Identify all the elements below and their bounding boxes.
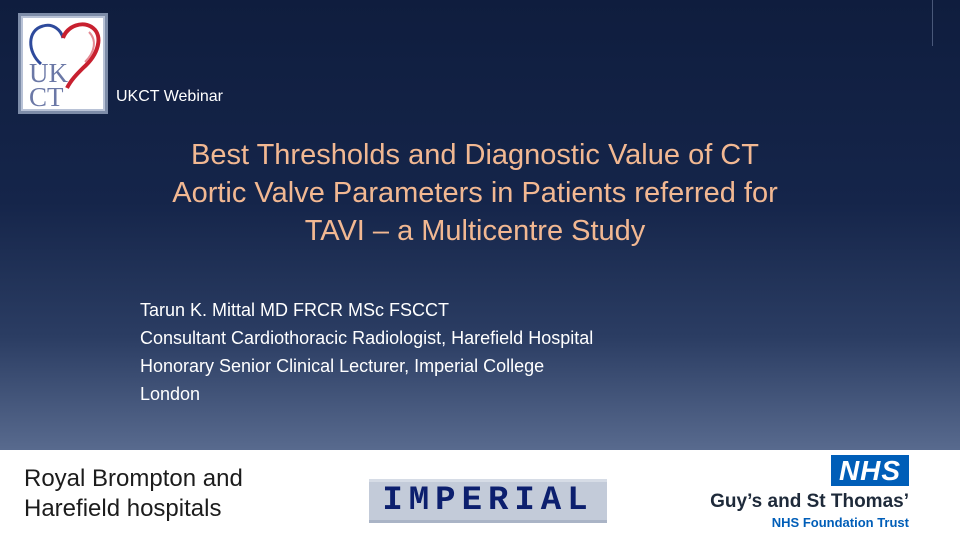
sponsor-footer [0,450,960,540]
slide-title [100,136,850,250]
ukct-logo [18,13,108,114]
author-affiliation: Honorary Senior Clinical Lecturer, Imperial College [140,356,545,376]
title-line: Best Thresholds and Diagnostic Value of CT [191,139,759,171]
logo-text-ct: CT [29,82,64,109]
corner-divider [932,0,933,46]
webinar-label: UKCT Webinar [116,88,223,105]
logo-text-uk: UK [29,58,68,88]
imperial-logo [369,479,607,523]
nhs-logo: NHS [831,455,909,486]
nhs-foundation-trust-label: NHS Foundation Trust [771,515,909,530]
author-location: London [140,384,201,404]
guys-st-thomas-name: Guy’s and St Thomas’ [710,491,909,512]
imperial-logo-text: IMPERIAL [382,482,594,520]
royal-brompton-line: Royal Brompton and [24,465,243,492]
author-position: Consultant Cardiothoracic Radiologist, Harefield Hospital [140,328,594,348]
heart-icon [23,18,103,109]
title-line: Aortic Valve Parameters in Patients referred for [172,177,778,209]
ukct-logo-inner [21,16,105,111]
author-block [140,296,593,408]
royal-brompton-logo [24,464,243,524]
author-name: Tarun K. Mittal MD FRCR MSc FSCCT [140,300,450,320]
royal-brompton-line: Harefield hospitals [24,495,222,522]
title-line: TAVI – a Multicentre Study [304,215,646,247]
